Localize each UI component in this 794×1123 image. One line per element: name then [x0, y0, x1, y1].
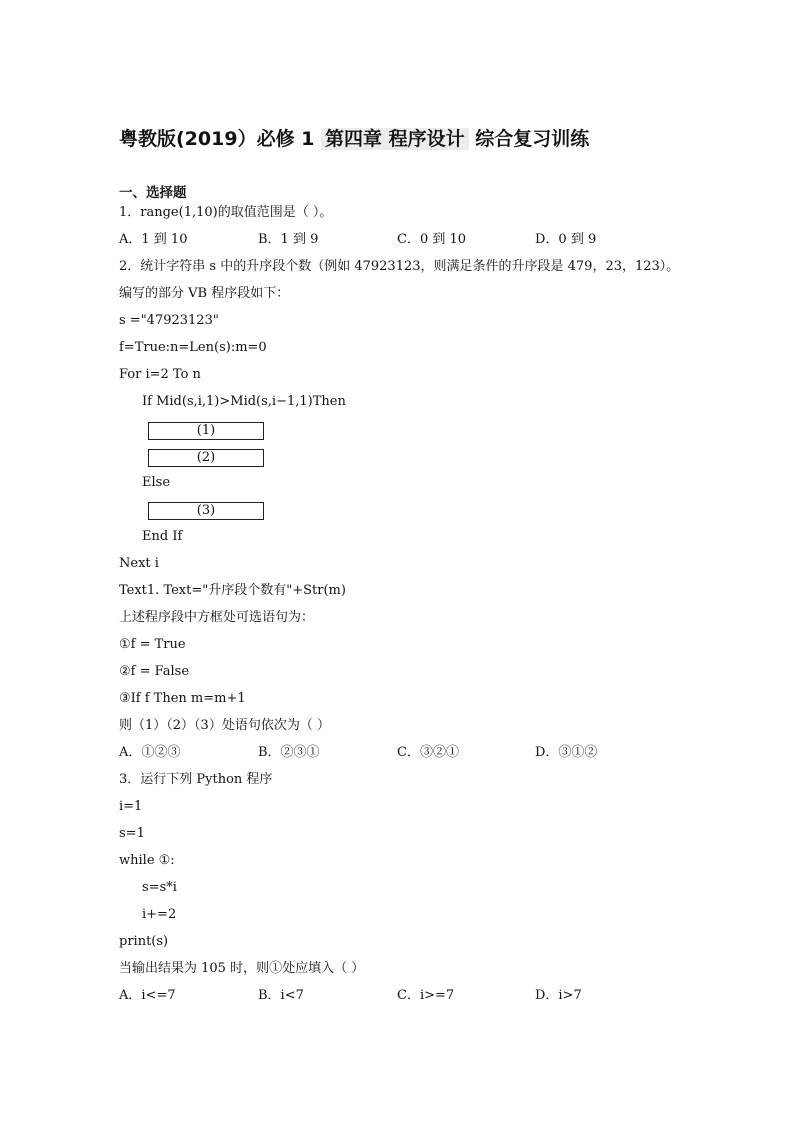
q2-blank-box-3: (3): [148, 502, 264, 520]
title-highlight: 第四章 程序设计: [321, 128, 469, 150]
page-title: [119, 123, 589, 155]
q3-code-line: while ①:: [119, 853, 175, 868]
q2-option-d: D．③①②: [535, 745, 598, 760]
q3-code-line: s=1: [119, 826, 145, 841]
q2-ask: 则（1）（2）（3）处语句依次为（ ）: [119, 718, 330, 733]
q2-option-a: A．①②③: [119, 745, 181, 760]
q3-option-a: A．i<=7: [119, 988, 176, 1003]
q2-option-c: C．③②①: [397, 745, 459, 760]
q2-choice: ①f = True: [119, 637, 186, 652]
q3-option-b: B．i<7: [258, 988, 304, 1003]
q1-option-d: D．0 到 9: [535, 232, 597, 247]
q2-code-line: Next i: [119, 556, 159, 571]
q3-ask: 当输出结果为 105 时，则①处应填入（ ）: [119, 961, 365, 976]
q2-code-line: f=True:n=Len(s):m=0: [119, 340, 267, 355]
q2-blank-box-2: (2): [148, 449, 264, 467]
q2-code-line: If Mid(s,i,1)>Mid(s,i−1,1)Then: [142, 394, 346, 409]
section-heading: 一、选择题: [119, 185, 187, 201]
q2-intro: 编写的部分 VB 程序段如下：: [119, 286, 290, 301]
q3-code-line: i+=2: [142, 907, 177, 922]
q1-option-a: A．1 到 10: [119, 232, 188, 247]
q2-option-b: B．②③①: [258, 745, 320, 760]
q3-option-d: D．i>7: [535, 988, 582, 1003]
q3-stem: 3．运行下列 Python 程序: [119, 772, 273, 787]
q3-code-line: i=1: [119, 799, 143, 814]
q3-option-c: C．i>=7: [397, 988, 455, 1003]
q2-code-line: Else: [142, 475, 171, 490]
q2-stem: 2．统计字符串 s 中的升序段个数（例如 47923123，则满足条件的升序段是 479，23，123）。: [119, 259, 680, 274]
title-suffix: 综合复习训练: [468, 128, 590, 150]
q1-option-c: C．0 到 10: [397, 232, 467, 247]
q2-choice: ②f = False: [119, 664, 190, 679]
q3-code-line: s=s*i: [142, 880, 177, 895]
q1-option-b: B．1 到 9: [258, 232, 319, 247]
q2-prompt: 上述程序段中方框处可选语句为：: [119, 610, 315, 625]
q2-code-line: Text1. Text="升序段个数有"+Str(m): [119, 583, 346, 598]
q1-stem: 1．range(1,10)的取值范围是（ ）。: [119, 205, 333, 220]
q2-blank-box-1: (1): [148, 422, 264, 440]
title-prefix: 粤教版(2019）必修 1: [119, 128, 322, 150]
q2-choice: ③If f Then m=m+1: [119, 691, 246, 706]
q3-code-line: print(s): [119, 934, 169, 949]
q2-code-line: End If: [142, 529, 183, 544]
q2-code-line: For i=2 To n: [119, 367, 201, 382]
q2-code-line: s ="47923123": [119, 313, 219, 328]
